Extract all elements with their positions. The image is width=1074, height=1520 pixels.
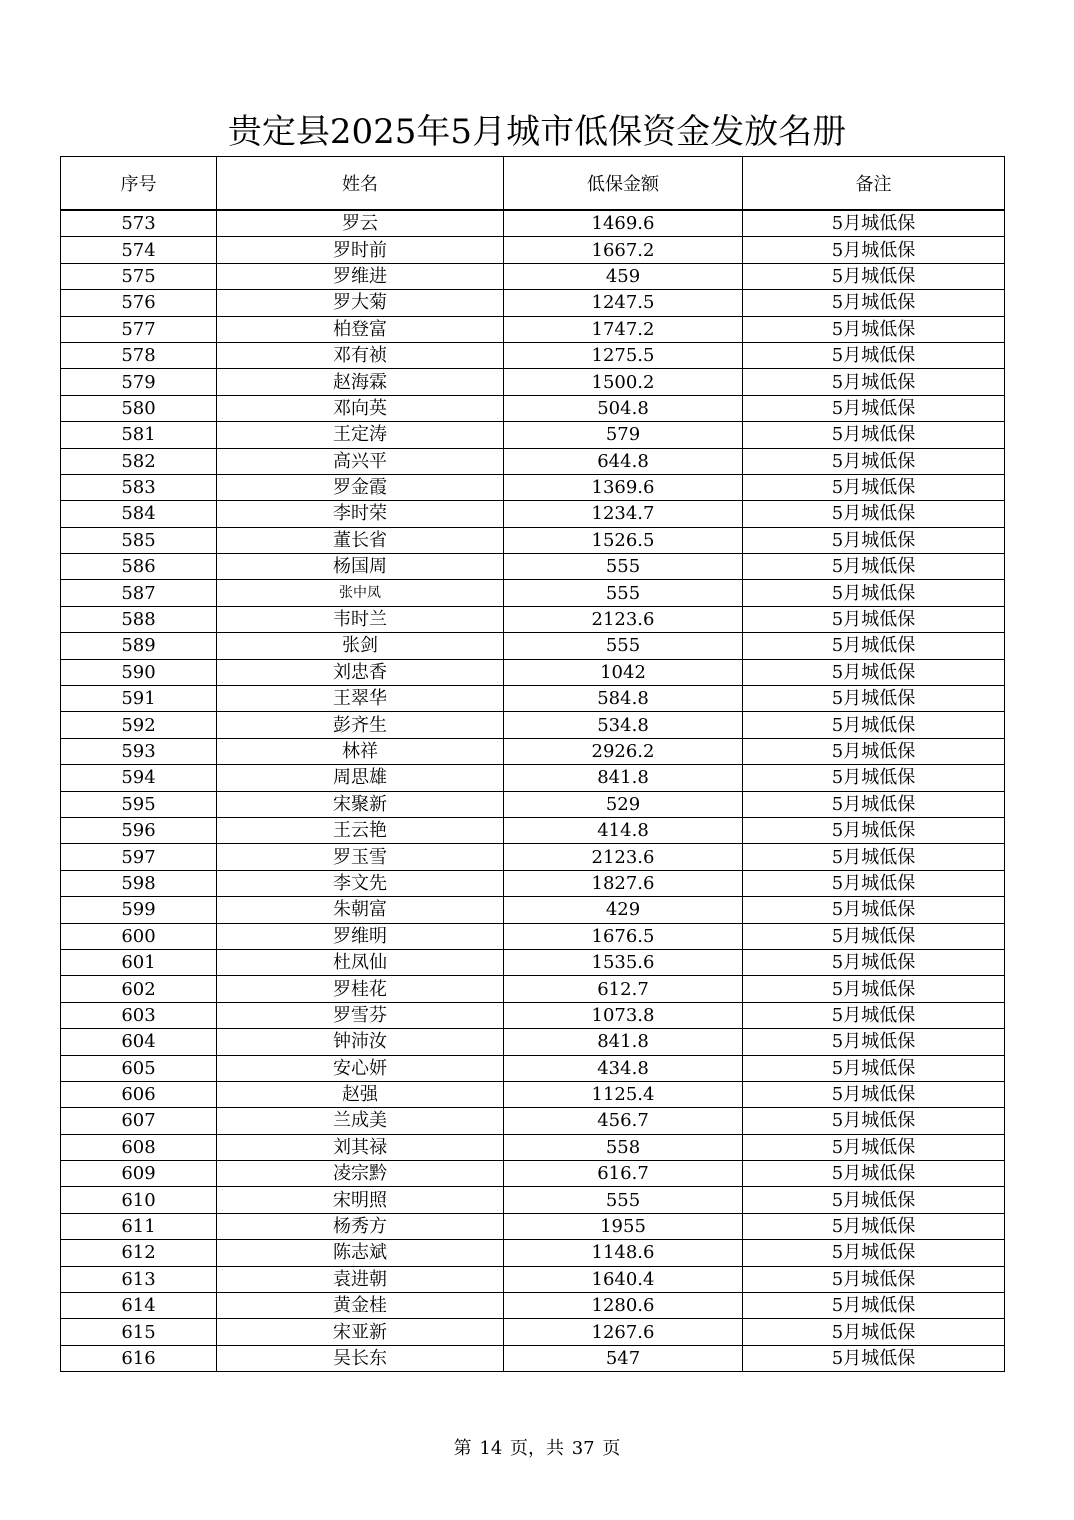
- cell-name: 杨秀方: [217, 1213, 504, 1239]
- cell-remark: 5月城低保: [743, 1240, 1005, 1266]
- cell-amount: 1667.2: [504, 237, 743, 263]
- cell-amount: 1676.5: [504, 923, 743, 949]
- cell-index: 614: [61, 1293, 217, 1319]
- cell-remark: 5月城低保: [743, 659, 1005, 685]
- table-row: [61, 1319, 1005, 1345]
- table-row: [61, 1002, 1005, 1028]
- cell-index: 577: [61, 316, 217, 342]
- cell-name: 张剑: [217, 633, 504, 659]
- cell-name: 林祥: [217, 738, 504, 764]
- cell-index: 580: [61, 395, 217, 421]
- header-index: 序号: [61, 157, 217, 211]
- cell-amount: 504.8: [504, 395, 743, 421]
- cell-remark: 5月城低保: [743, 1345, 1005, 1371]
- cell-index: 581: [61, 422, 217, 448]
- cell-index: 591: [61, 686, 217, 712]
- cell-name: 赵强: [217, 1081, 504, 1107]
- cell-amount: 547: [504, 1345, 743, 1371]
- cell-name: 罗雪芬: [217, 1002, 504, 1028]
- cell-remark: 5月城低保: [743, 949, 1005, 975]
- cell-remark: 5月城低保: [743, 263, 1005, 289]
- cell-amount: 555: [504, 633, 743, 659]
- cell-name: 董长省: [217, 527, 504, 553]
- cell-amount: 1125.4: [504, 1081, 743, 1107]
- cell-amount: 1535.6: [504, 949, 743, 975]
- cell-remark: 5月城低保: [743, 1055, 1005, 1081]
- cell-remark: 5月城低保: [743, 1293, 1005, 1319]
- table-row: [61, 712, 1005, 738]
- table-row: [61, 474, 1005, 500]
- cell-remark: 5月城低保: [743, 1213, 1005, 1239]
- cell-remark: 5月城低保: [743, 817, 1005, 843]
- cell-index: 606: [61, 1081, 217, 1107]
- cell-name: 宋聚新: [217, 791, 504, 817]
- cell-name: 安心妍: [217, 1055, 504, 1081]
- table-row: [61, 1029, 1005, 1055]
- cell-name: 兰成美: [217, 1108, 504, 1134]
- cell-index: 598: [61, 870, 217, 896]
- cell-remark: 5月城低保: [743, 1108, 1005, 1134]
- page-title: 贵定县2025年5月城市低保资金发放名册: [227, 112, 847, 152]
- table-row: [61, 791, 1005, 817]
- cell-index: 596: [61, 817, 217, 843]
- cell-name: 赵海霖: [217, 369, 504, 395]
- table-row: [61, 870, 1005, 896]
- cell-remark: 5月城低保: [743, 527, 1005, 553]
- cell-remark: 5月城低保: [743, 1134, 1005, 1160]
- cell-amount: 434.8: [504, 1055, 743, 1081]
- table-row: [61, 1134, 1005, 1160]
- cell-remark: 5月城低保: [743, 369, 1005, 395]
- cell-name: 罗时前: [217, 237, 504, 263]
- cell-remark: 5月城低保: [743, 686, 1005, 712]
- cell-amount: 612.7: [504, 976, 743, 1002]
- cell-remark: 5月城低保: [743, 897, 1005, 923]
- cell-name: 宋明照: [217, 1187, 504, 1213]
- cell-index: 608: [61, 1134, 217, 1160]
- cell-amount: 1267.6: [504, 1319, 743, 1345]
- cell-amount: 459: [504, 263, 743, 289]
- cell-remark: 5月城低保: [743, 1161, 1005, 1187]
- header-amount: 低保金额: [504, 157, 743, 211]
- cell-remark: 5月城低保: [743, 580, 1005, 606]
- cell-name: 宋亚新: [217, 1319, 504, 1345]
- cell-index: 589: [61, 633, 217, 659]
- table-row: [61, 686, 1005, 712]
- cell-remark: 5月城低保: [743, 1319, 1005, 1345]
- table-row: [61, 738, 1005, 764]
- table-row: [61, 1213, 1005, 1239]
- table-row: [61, 395, 1005, 421]
- cell-index: 583: [61, 474, 217, 500]
- cell-index: 616: [61, 1345, 217, 1371]
- cell-remark: 5月城低保: [743, 448, 1005, 474]
- header-remark: 备注: [743, 157, 1005, 211]
- table-row: [61, 897, 1005, 923]
- table-row: [61, 369, 1005, 395]
- cell-name: 袁进朝: [217, 1266, 504, 1292]
- cell-amount: 1640.4: [504, 1266, 743, 1292]
- cell-index: 605: [61, 1055, 217, 1081]
- cell-name: 高兴平: [217, 448, 504, 474]
- cell-remark: 5月城低保: [743, 474, 1005, 500]
- table-row: [61, 448, 1005, 474]
- table-row: [61, 1293, 1005, 1319]
- table-row: [61, 1108, 1005, 1134]
- cell-index: 582: [61, 448, 217, 474]
- cell-index: 604: [61, 1029, 217, 1055]
- cell-index: 607: [61, 1108, 217, 1134]
- cell-name: 罗桂花: [217, 976, 504, 1002]
- cell-index: 576: [61, 290, 217, 316]
- cell-name: 张中凤: [217, 580, 504, 606]
- table-row: [61, 1081, 1005, 1107]
- cell-amount: 1369.6: [504, 474, 743, 500]
- cell-amount: 558: [504, 1134, 743, 1160]
- cell-name: 邓向英: [217, 395, 504, 421]
- cell-remark: 5月城低保: [743, 606, 1005, 632]
- cell-amount: 414.8: [504, 817, 743, 843]
- table-row: [61, 633, 1005, 659]
- table-body: [61, 210, 1005, 1372]
- cell-name: 凌宗黔: [217, 1161, 504, 1187]
- cell-amount: 616.7: [504, 1161, 743, 1187]
- table-row: [61, 342, 1005, 368]
- table-row: [61, 1345, 1005, 1371]
- cell-remark: 5月城低保: [743, 210, 1005, 237]
- cell-remark: 5月城低保: [743, 738, 1005, 764]
- cell-amount: 555: [504, 580, 743, 606]
- cell-index: 585: [61, 527, 217, 553]
- table-row: [61, 422, 1005, 448]
- cell-index: 610: [61, 1187, 217, 1213]
- cell-index: 599: [61, 897, 217, 923]
- cell-name: 杜凤仙: [217, 949, 504, 975]
- table-row: [61, 554, 1005, 580]
- cell-name: 罗大菊: [217, 290, 504, 316]
- cell-remark: 5月城低保: [743, 1187, 1005, 1213]
- cell-remark: 5月城低保: [743, 712, 1005, 738]
- cell-amount: 2926.2: [504, 738, 743, 764]
- cell-amount: 1827.6: [504, 870, 743, 896]
- cell-amount: 529: [504, 791, 743, 817]
- table-row: [61, 210, 1005, 237]
- cell-amount: 1148.6: [504, 1240, 743, 1266]
- cell-amount: 1234.7: [504, 501, 743, 527]
- cell-amount: 555: [504, 1187, 743, 1213]
- table-row: [61, 765, 1005, 791]
- table-row: [61, 501, 1005, 527]
- cell-amount: 456.7: [504, 1108, 743, 1134]
- cell-remark: 5月城低保: [743, 237, 1005, 263]
- cell-name: 邓有祯: [217, 342, 504, 368]
- table-row: [61, 817, 1005, 843]
- cell-name: 刘其禄: [217, 1134, 504, 1160]
- cell-amount: 534.8: [504, 712, 743, 738]
- cell-name: 罗金霞: [217, 474, 504, 500]
- cell-index: 575: [61, 263, 217, 289]
- cell-amount: 2123.6: [504, 606, 743, 632]
- cell-index: 612: [61, 1240, 217, 1266]
- header-name: 姓名: [217, 157, 504, 211]
- cell-name: 罗云: [217, 210, 504, 237]
- cell-index: 602: [61, 976, 217, 1002]
- cell-amount: 644.8: [504, 448, 743, 474]
- header-row: [61, 157, 1005, 211]
- cell-amount: 841.8: [504, 1029, 743, 1055]
- table-row: [61, 290, 1005, 316]
- cell-remark: 5月城低保: [743, 290, 1005, 316]
- cell-remark: 5月城低保: [743, 791, 1005, 817]
- cell-amount: 1469.6: [504, 210, 743, 237]
- cell-remark: 5月城低保: [743, 1002, 1005, 1028]
- table-row: [61, 316, 1005, 342]
- cell-remark: 5月城低保: [743, 422, 1005, 448]
- cell-remark: 5月城低保: [743, 342, 1005, 368]
- table-row: [61, 263, 1005, 289]
- cell-name: 彭齐生: [217, 712, 504, 738]
- table-row: [61, 1161, 1005, 1187]
- cell-name: 朱朝富: [217, 897, 504, 923]
- cell-name: 罗玉雪: [217, 844, 504, 870]
- cell-amount: 1247.5: [504, 290, 743, 316]
- cell-name: 吴长东: [217, 1345, 504, 1371]
- cell-remark: 5月城低保: [743, 923, 1005, 949]
- cell-index: 593: [61, 738, 217, 764]
- cell-index: 574: [61, 237, 217, 263]
- cell-index: 600: [61, 923, 217, 949]
- cell-remark: 5月城低保: [743, 316, 1005, 342]
- cell-name: 罗维进: [217, 263, 504, 289]
- table-header: [61, 157, 1005, 211]
- cell-name: 李文先: [217, 870, 504, 896]
- cell-name: 柏登富: [217, 316, 504, 342]
- cell-remark: 5月城低保: [743, 1266, 1005, 1292]
- table-row: [61, 1055, 1005, 1081]
- table-row: [61, 949, 1005, 975]
- table-row: [61, 1187, 1005, 1213]
- cell-amount: 555: [504, 554, 743, 580]
- table-row: [61, 844, 1005, 870]
- cell-name: 李时荣: [217, 501, 504, 527]
- cell-amount: 1500.2: [504, 369, 743, 395]
- cell-amount: 579: [504, 422, 743, 448]
- table-row: [61, 1240, 1005, 1266]
- cell-index: 601: [61, 949, 217, 975]
- cell-index: 611: [61, 1213, 217, 1239]
- cell-name: 王定涛: [217, 422, 504, 448]
- cell-remark: 5月城低保: [743, 633, 1005, 659]
- cell-index: 613: [61, 1266, 217, 1292]
- cell-name: 钟沛汝: [217, 1029, 504, 1055]
- table-row: [61, 923, 1005, 949]
- cell-index: 592: [61, 712, 217, 738]
- cell-name: 韦时兰: [217, 606, 504, 632]
- cell-remark: 5月城低保: [743, 501, 1005, 527]
- cell-amount: 429: [504, 897, 743, 923]
- cell-index: 586: [61, 554, 217, 580]
- cell-name: 黄金桂: [217, 1293, 504, 1319]
- table-row: [61, 527, 1005, 553]
- cell-index: 573: [61, 210, 217, 237]
- cell-amount: 2123.6: [504, 844, 743, 870]
- cell-index: 579: [61, 369, 217, 395]
- cell-remark: 5月城低保: [743, 554, 1005, 580]
- page-footer: 第 14 页，共 37 页: [453, 1438, 621, 1459]
- cell-amount: 1280.6: [504, 1293, 743, 1319]
- cell-index: 609: [61, 1161, 217, 1187]
- cell-name: 王云艳: [217, 817, 504, 843]
- table-row: [61, 580, 1005, 606]
- cell-remark: 5月城低保: [743, 976, 1005, 1002]
- table-row: [61, 1266, 1005, 1292]
- table-row: [61, 237, 1005, 263]
- cell-remark: 5月城低保: [743, 765, 1005, 791]
- cell-index: 584: [61, 501, 217, 527]
- cell-index: 588: [61, 606, 217, 632]
- cell-name: 刘忠香: [217, 659, 504, 685]
- table-row: [61, 606, 1005, 632]
- cell-amount: 1275.5: [504, 342, 743, 368]
- cell-name: 罗维明: [217, 923, 504, 949]
- cell-remark: 5月城低保: [743, 395, 1005, 421]
- cell-index: 597: [61, 844, 217, 870]
- cell-index: 590: [61, 659, 217, 685]
- cell-index: 595: [61, 791, 217, 817]
- cell-name: 杨国周: [217, 554, 504, 580]
- cell-index: 615: [61, 1319, 217, 1345]
- cell-amount: 1747.2: [504, 316, 743, 342]
- cell-name: 周思雄: [217, 765, 504, 791]
- cell-remark: 5月城低保: [743, 1081, 1005, 1107]
- cell-remark: 5月城低保: [743, 870, 1005, 896]
- cell-index: 594: [61, 765, 217, 791]
- table-row: [61, 659, 1005, 685]
- cell-name: 王翠华: [217, 686, 504, 712]
- table-row: [61, 976, 1005, 1002]
- cell-amount: 1955: [504, 1213, 743, 1239]
- cell-amount: 1042: [504, 659, 743, 685]
- cell-amount: 1526.5: [504, 527, 743, 553]
- cell-index: 587: [61, 580, 217, 606]
- cell-amount: 841.8: [504, 765, 743, 791]
- cell-amount: 584.8: [504, 686, 743, 712]
- cell-name: 陈志斌: [217, 1240, 504, 1266]
- roster-table: [60, 156, 1005, 1372]
- cell-index: 578: [61, 342, 217, 368]
- cell-index: 603: [61, 1002, 217, 1028]
- cell-remark: 5月城低保: [743, 844, 1005, 870]
- cell-amount: 1073.8: [504, 1002, 743, 1028]
- cell-remark: 5月城低保: [743, 1029, 1005, 1055]
